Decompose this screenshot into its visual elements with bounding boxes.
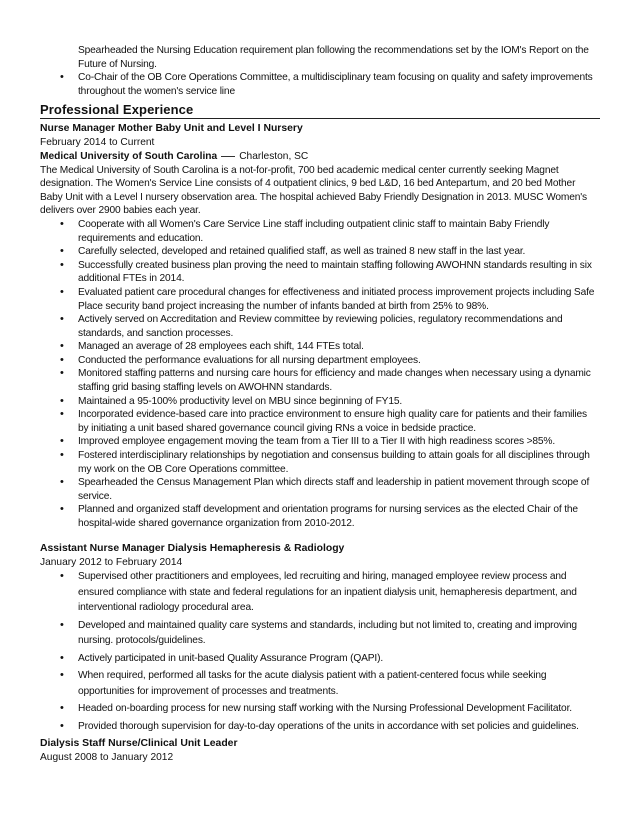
list-item: • Managed an average of 28 employees each shift, 144 FTEs total.	[40, 340, 600, 354]
list-item: • When required, performed all tasks for the acute dialysis patient with a patient-centered focus while seeking opportunities for improvement of processes and treatments.	[40, 668, 600, 699]
list-item: • Maintained a 95-100% productivity level on MBU since beginning of FY15.	[40, 395, 600, 409]
list-item: • Evaluated patient care procedural changes for effectiveness and initiated process improvement projects including Safe Place security band project increasing the number of infants banded at birth from 25% to 98%.	[40, 286, 600, 313]
list-item: • Carefully selected, developed and retained qualified staff, as well as trained 8 new staff in the last year.	[40, 245, 600, 259]
job-dates: January 2012 to February 2014	[40, 556, 183, 568]
resume-page	[40, 44, 600, 765]
employer-name: Medical University of South Carolina	[40, 150, 218, 162]
list-item: • Developed and maintained quality care systems and standards, including but not limited to, creating and improving nursing. protocols/guidelines.	[40, 618, 600, 649]
job-bullet-list	[40, 218, 600, 531]
list-item: • Incorporated evidence-based care into practice environment to ensure high quality care for patients and their families by initiating a unit based shared governance council giving RNs a voice in bedside practice.	[40, 408, 600, 435]
list-item: • Successfully created business plan proving the need to maintain staffing following AWOHNN standards resulting in six additional FTEs in 2014.	[40, 259, 600, 286]
job-entry-assistant-nurse-manager	[40, 542, 600, 735]
list-item: • Improved employee engagement moving the team from a Tier III to a Tier II with high readiness scores >85%.	[40, 435, 600, 449]
employer-line	[40, 150, 600, 164]
job-entry-nurse-manager	[40, 122, 600, 530]
list-item: • Co-Chair of the OB Core Operations Committee, a multidisciplinary team focusing on quality and safety improvements throughout the women's service line	[40, 71, 600, 98]
list-item: • Headed on-boarding process for new nursing staff working with the Nursing Professional Development Facilitator.	[40, 701, 600, 717]
job-dates: February 2014 to Current	[40, 137, 155, 149]
employer-location: Charleston, SC	[239, 150, 309, 162]
list-item: • Provided thorough supervision for day-to-day operations of the units in accordance with set policies and guidelines.	[40, 719, 600, 735]
section-heading-professional-experience: Professional Experience	[40, 102, 600, 119]
intro-bullet-list	[40, 71, 600, 98]
list-item: • Conducted the performance evaluations for all nursing department employees.	[40, 354, 600, 368]
job-bullet-list	[40, 569, 600, 734]
job-title: Nurse Manager Mother Baby Unit and Level I Nursery	[40, 123, 303, 135]
list-item: • Actively served on Accreditation and Review committee by reviewing policies, regulatory recommendations and standards, and sanction processes.	[40, 313, 600, 340]
job-title: Assistant Nurse Manager Dialysis Hemapheresis & Radiology	[40, 542, 345, 554]
list-item: • Fostered interdisciplinary relationships by negotiation and consensus building to attain goals for all disciplines through my work on the OB Core Operations committee.	[40, 449, 600, 476]
separator-dash	[221, 156, 235, 157]
list-item: • Supervised other practitioners and employees, led recruiting and hiring, managed employee review process and ensured compliance with state and federal regulations for an inpatient dialysis unit, hemapheresis department, and interventional radiology procedural area.	[40, 569, 600, 616]
job-entry-dialysis-staff-nurse	[40, 737, 600, 765]
intro-continued-text: Spearheaded the Nursing Education requirement plan following the recommendations set by the IOM's Report on the Future of Nursing.	[78, 45, 589, 70]
list-item: • Spearheaded the Census Management Plan which directs staff and leadership in patient movement through scope of service.	[40, 476, 600, 503]
job-dates: August 2008 to January 2012	[40, 752, 174, 764]
list-item: • Cooperate with all Women's Care Service Line staff including outpatient clinic staff to maintain Baby Friendly requirements and education.	[40, 218, 600, 245]
list-item: • Monitored staffing patterns and nursing care hours for efficiency and made changes when necessary using a dynamic staffing grid basing staffing levels on AWOHNN standards.	[40, 367, 600, 394]
list-item: • Planned and organized staff development and orientation programs for nursing services as the elected Chair of the hospital-wide shared governance organization from 2010-2012.	[40, 503, 600, 530]
list-item: • Actively participated in unit-based Quality Assurance Program (QAPI).	[40, 651, 600, 667]
job-title: Dialysis Staff Nurse/Clinical Unit Leader	[40, 738, 238, 750]
employer-description: The Medical University of South Carolina is a not-for-profit, 700 bed academic medical center currently seeking Magnet designation. The Women's Service Line consists of 4 outpatient clinics, 9 bed L&D, 16 bed Antepartum, and 20 bed Mother Baby Unit with a Level I nursery observation area. The hospital achieved Baby Friendly Designation in 2013. MUSC Women's delivers over 2900 babies each year.	[40, 164, 588, 217]
